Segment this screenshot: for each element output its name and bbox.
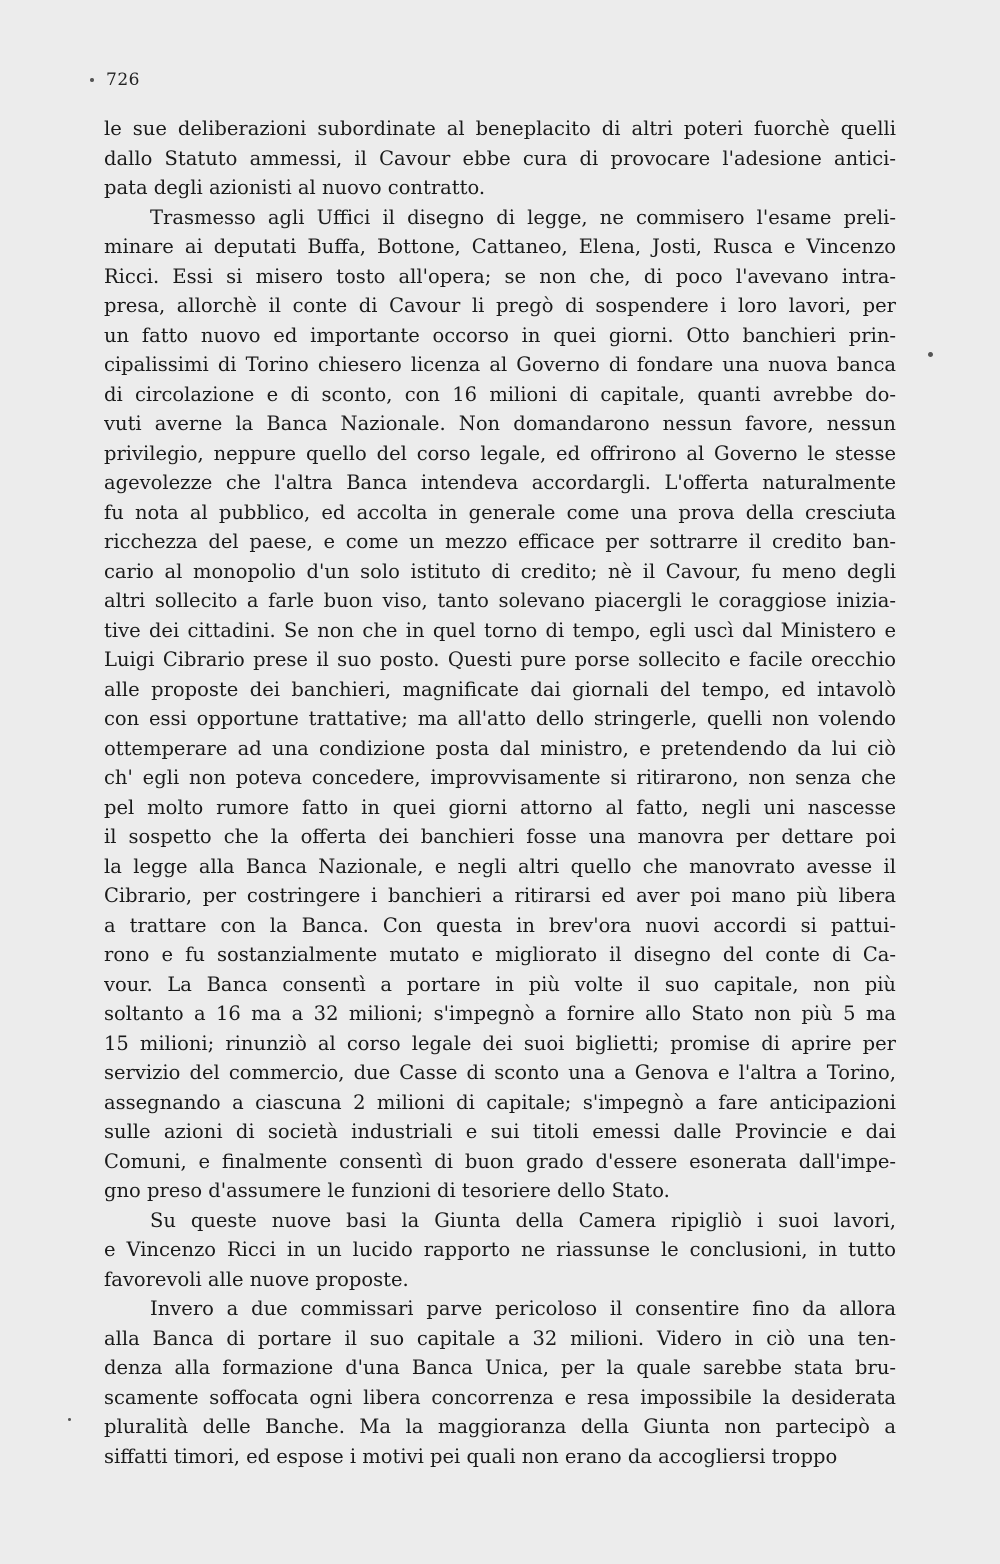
text-line: minare ai deputati Buffa, Bottone, Cattaneo, Elena, Josti, Rusca e Vincenzo xyxy=(104,235,896,258)
text-line: vuti averne la Banca Nazionale. Non domandarono nessun favore, nessun xyxy=(104,412,896,435)
text-line: e Vincenzo Ricci in un lucido rapporto ne riassunse le conclusioni, in tutto xyxy=(104,1238,896,1261)
text-line: Invero a due commissari parve pericoloso il consentire fino da allora xyxy=(150,1297,896,1320)
text-line: le sue deliberazioni subordinate al beneplacito di altri poteri fuorchè quelli xyxy=(104,117,896,140)
text-line: ch' egli non poteva concedere, improvvisamente si ritirarono, non senza che xyxy=(104,766,896,789)
text-line: agevolezze che l'altra Banca intendeva accordargli. L'offerta naturalmente xyxy=(104,471,896,494)
text-line: cario al monopolio d'un solo istituto di credito; nè il Cavour, fu meno degli xyxy=(104,559,896,583)
text-line: scamente soffocata ogni libera concorrenza e resa impossibile la desiderata xyxy=(104,1385,896,1409)
text-line: il sospetto che la offerta dei banchieri fosse una manovra per dettare poi xyxy=(104,825,896,848)
ink-speck xyxy=(68,1418,71,1421)
text-line: rono e fu sostanzialmente mutato e migliorato il disegno del conte di Ca- xyxy=(104,943,896,966)
text-line: alla Banca di portare il suo capitale a 32 milioni. Videro in ciò una ten- xyxy=(104,1326,896,1350)
text-line: pel molto rumore fatto in quei giorni attorno al fatto, negli uni nascesse xyxy=(104,795,896,819)
ink-speck xyxy=(90,78,94,82)
text-line: fu nota al pubblico, ed accolta in generale come una prova della cresciuta xyxy=(104,500,896,524)
text-line: tive dei cittadini. Se non che in quel torno di tempo, egli uscì dal Ministero e xyxy=(104,618,896,642)
text-line: la legge alla Banca Nazionale, e negli altri quello che manovrato avesse il xyxy=(104,854,896,878)
text-line: a trattare con la Banca. Con questa in brev'ora nuovi accordi si pattui- xyxy=(104,913,896,937)
text-line: altri sollecito a farle buon viso, tanto solevano piacergli le coraggiose inizia- xyxy=(104,589,896,612)
paragraph xyxy=(104,203,896,1206)
body-text xyxy=(104,114,896,1471)
text-line: di circolazione e di sconto, con 16 milioni di capitale, quanti avrebbe do- xyxy=(104,382,896,406)
page-number: 726 xyxy=(106,70,140,90)
text-line: Su queste nuove basi la Giunta della Camera ripigliò i suoi lavori, xyxy=(150,1208,896,1232)
text-line: ottemperare ad una condizione posta dal ministro, e pretendendo da lui ciò xyxy=(104,736,896,760)
text-line: soltanto a 16 ma a 32 milioni; s'impegnò a fornire allo Stato non più 5 ma xyxy=(104,1002,896,1025)
text-line: denza alla formazione d'una Banca Unica, per la quale sarebbe stata bru- xyxy=(104,1356,896,1379)
text-line: Trasmesso agli Uffici il disegno di legge, ne commisero l'esame preli- xyxy=(150,205,896,229)
text-line: con essi opportune trattative; ma all'atto dello stringerle, quelli non volendo xyxy=(104,707,896,730)
text-line: 15 milioni; rinunziò al corso legale dei suoi biglietti; promise di aprire per xyxy=(104,1031,896,1055)
text-line: Comuni, e finalmente consentì di buon grado d'essere esonerata dall'impe- xyxy=(104,1149,896,1173)
text-line: siffatti timori, ed espose i motivi pei quali non erano da accogliersi troppo xyxy=(104,1444,838,1468)
text-line: dallo Statuto ammessi, il Cavour ebbe cura di provocare l'adesione antici- xyxy=(104,146,896,170)
text-line: gno preso d'assumere le funzioni di tesoriere dello Stato. xyxy=(104,1179,670,1202)
text-line: alle proposte dei banchieri, magnificate dai giornali del tempo, ed intavolò xyxy=(104,677,896,701)
paragraph xyxy=(104,1206,896,1295)
text-line: Cibrario, per costringere i banchieri a ritirarsi ed aver poi mano più libera xyxy=(104,884,896,907)
text-line: cipalissimi di Torino chiesero licenza al Governo di fondare una nuova banca xyxy=(104,353,896,376)
text-line: servizio del commercio, due Casse di sconto una a Genova e l'altra a Torino, xyxy=(104,1061,896,1084)
text-line: pata degli azionisti al nuovo contratto. xyxy=(104,176,486,199)
text-line: Ricci. Essi si misero tosto all'opera; se non che, di poco l'avevano intra- xyxy=(104,264,896,288)
text-line: un fatto nuovo ed importante occorso in quei giorni. Otto banchieri prin- xyxy=(104,323,896,347)
text-line: ricchezza del paese, e come un mezzo efficace per sottrarre il credito ban- xyxy=(104,530,896,553)
text-line: sulle azioni di società industriali e sui titoli emessi dalle Provincie e dai xyxy=(104,1120,896,1143)
paragraph xyxy=(104,114,896,203)
ink-speck xyxy=(928,352,933,357)
text-line: presa, allorchè il conte di Cavour li pregò di sospendere i loro lavori, per xyxy=(104,294,896,317)
text-line: vour. La Banca consentì a portare in più volte il suo capitale, non più xyxy=(104,972,896,996)
paragraph xyxy=(104,1294,896,1471)
text-line: privilegio, neppure quello del corso legale, ed offrirono al Governo le stesse xyxy=(104,441,896,465)
text-line: assegnando a ciascuna 2 milioni di capitale; s'impegnò a fare anticipazioni xyxy=(104,1090,896,1114)
text-line: pluralità delle Banche. Ma la maggioranza della Giunta non partecipò a xyxy=(104,1415,896,1438)
text-line: favorevoli alle nuove proposte. xyxy=(104,1267,409,1291)
text-line: Luigi Cibrario prese il suo posto. Questi pure porse sollecito e facile orecchio xyxy=(104,648,896,671)
